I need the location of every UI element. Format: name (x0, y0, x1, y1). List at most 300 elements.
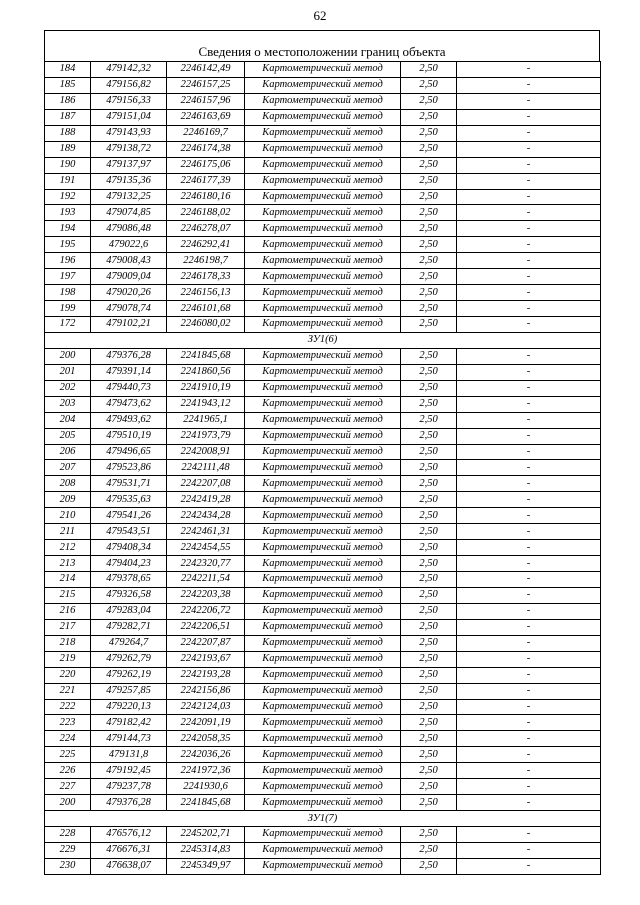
point-number: 188 (45, 125, 91, 141)
method-cell: Картометрический метод (245, 141, 401, 157)
method-cell: Картометрический метод (245, 428, 401, 444)
table-row (45, 428, 601, 444)
coordinate-x: 479074,85 (91, 205, 167, 221)
description-cell: - (457, 237, 601, 253)
coordinate-y: 2246180,16 (167, 189, 245, 205)
method-cell: Картометрический метод (245, 667, 401, 683)
table-row (45, 619, 601, 635)
description-cell: - (457, 476, 601, 492)
accuracy-cell: 2,50 (401, 364, 457, 380)
method-cell: Картометрический метод (245, 492, 401, 508)
point-number: 229 (45, 842, 91, 858)
accuracy-cell: 2,50 (401, 205, 457, 221)
point-number: 207 (45, 460, 91, 476)
section-label: ЗУ1(7) (45, 811, 601, 827)
table-row (45, 779, 601, 795)
coordinate-x: 479535,63 (91, 492, 167, 508)
point-number: 196 (45, 253, 91, 269)
coordinate-y: 2246157,25 (167, 77, 245, 93)
description-cell: - (457, 699, 601, 715)
coordinate-y: 2246198,7 (167, 253, 245, 269)
point-number: 202 (45, 380, 91, 396)
method-cell: Картометрический метод (245, 269, 401, 285)
coordinate-x: 476576,12 (91, 827, 167, 843)
accuracy-cell: 2,50 (401, 842, 457, 858)
point-number: 191 (45, 173, 91, 189)
description-cell: - (457, 556, 601, 572)
point-number: 186 (45, 93, 91, 109)
method-cell: Картометрический метод (245, 556, 401, 572)
coordinate-x: 479078,74 (91, 301, 167, 317)
point-number: 223 (45, 715, 91, 731)
description-cell: - (457, 619, 601, 635)
coordinate-y: 2242207,87 (167, 635, 245, 651)
table-row (45, 364, 601, 380)
description-cell: - (457, 348, 601, 364)
table-row (45, 62, 601, 78)
coordinate-x: 479283,04 (91, 603, 167, 619)
description-cell: - (457, 412, 601, 428)
method-cell: Картометрический метод (245, 125, 401, 141)
accuracy-cell: 2,50 (401, 62, 457, 78)
table-row (45, 460, 601, 476)
description-cell: - (457, 683, 601, 699)
coordinate-x: 479137,97 (91, 157, 167, 173)
accuracy-cell: 2,50 (401, 715, 457, 731)
accuracy-cell: 2,50 (401, 747, 457, 763)
coordinate-x: 479282,71 (91, 619, 167, 635)
table-row (45, 731, 601, 747)
description-cell: - (457, 173, 601, 189)
method-cell: Картометрический метод (245, 842, 401, 858)
description-cell: - (457, 205, 601, 221)
table-row (45, 842, 601, 858)
method-cell: Картометрический метод (245, 603, 401, 619)
method-cell: Картометрический метод (245, 301, 401, 317)
coordinate-y: 2242461,31 (167, 524, 245, 540)
coordinate-x: 479192,45 (91, 763, 167, 779)
point-number: 227 (45, 779, 91, 795)
description-cell: - (457, 795, 601, 811)
method-cell: Картометрический метод (245, 173, 401, 189)
coordinate-x: 479510,19 (91, 428, 167, 444)
description-cell: - (457, 827, 601, 843)
description-cell: - (457, 508, 601, 524)
method-cell: Картометрический метод (245, 157, 401, 173)
method-cell: Картометрический метод (245, 476, 401, 492)
accuracy-cell: 2,50 (401, 699, 457, 715)
coordinate-x: 479391,14 (91, 364, 167, 380)
table-row (45, 141, 601, 157)
point-number: 205 (45, 428, 91, 444)
method-cell: Картометрический метод (245, 460, 401, 476)
table-row (45, 157, 601, 173)
accuracy-cell: 2,50 (401, 173, 457, 189)
accuracy-cell: 2,50 (401, 93, 457, 109)
coordinates-table (44, 61, 601, 875)
coordinate-y: 2242058,35 (167, 731, 245, 747)
accuracy-cell: 2,50 (401, 587, 457, 603)
table-row (45, 492, 601, 508)
coordinate-x: 479541,26 (91, 508, 167, 524)
description-cell: - (457, 285, 601, 301)
point-number: 222 (45, 699, 91, 715)
point-number: 226 (45, 763, 91, 779)
table-row (45, 476, 601, 492)
coordinate-x: 479257,85 (91, 683, 167, 699)
method-cell: Картометрический метод (245, 93, 401, 109)
coordinate-y: 2241972,36 (167, 763, 245, 779)
point-number: 228 (45, 827, 91, 843)
table-row (45, 795, 601, 811)
point-number: 214 (45, 572, 91, 588)
table-row (45, 253, 601, 269)
coordinate-y: 2241930,6 (167, 779, 245, 795)
table-row (45, 508, 601, 524)
table-row (45, 524, 601, 540)
accuracy-cell: 2,50 (401, 380, 457, 396)
point-number: 213 (45, 556, 91, 572)
coordinate-x: 479182,42 (91, 715, 167, 731)
method-cell: Картометрический метод (245, 412, 401, 428)
coordinate-y: 2241965,1 (167, 412, 245, 428)
method-cell: Картометрический метод (245, 221, 401, 237)
coordinate-y: 2242454,55 (167, 540, 245, 556)
description-cell: - (457, 77, 601, 93)
table-row (45, 317, 601, 333)
method-cell: Картометрический метод (245, 189, 401, 205)
description-cell: - (457, 125, 601, 141)
coordinate-y: 2246163,69 (167, 109, 245, 125)
description-cell: - (457, 540, 601, 556)
description-cell: - (457, 858, 601, 874)
table-row (45, 699, 601, 715)
coordinate-y: 2242320,77 (167, 556, 245, 572)
table-row (45, 827, 601, 843)
point-number: 203 (45, 396, 91, 412)
table-row (45, 763, 601, 779)
coordinate-y: 2242203,38 (167, 587, 245, 603)
accuracy-cell: 2,50 (401, 285, 457, 301)
accuracy-cell: 2,50 (401, 635, 457, 651)
method-cell: Картометрический метод (245, 396, 401, 412)
accuracy-cell: 2,50 (401, 125, 457, 141)
point-number: 210 (45, 508, 91, 524)
method-cell: Картометрический метод (245, 540, 401, 556)
method-cell: Картометрический метод (245, 572, 401, 588)
description-cell: - (457, 141, 601, 157)
description-cell: - (457, 221, 601, 237)
description-cell: - (457, 396, 601, 412)
method-cell: Картометрический метод (245, 763, 401, 779)
coordinate-x: 476638,07 (91, 858, 167, 874)
method-cell: Картометрический метод (245, 587, 401, 603)
coordinate-y: 2245202,71 (167, 827, 245, 843)
point-number: 198 (45, 285, 91, 301)
section-row (45, 811, 601, 827)
point-number: 230 (45, 858, 91, 874)
table-row (45, 715, 601, 731)
coordinate-x: 479378,65 (91, 572, 167, 588)
description-cell: - (457, 667, 601, 683)
method-cell: Картометрический метод (245, 635, 401, 651)
point-number: 185 (45, 77, 91, 93)
table-row (45, 109, 601, 125)
method-cell: Картометрический метод (245, 253, 401, 269)
accuracy-cell: 2,50 (401, 253, 457, 269)
table-row (45, 221, 601, 237)
table-row (45, 348, 601, 364)
coordinate-y: 2242206,72 (167, 603, 245, 619)
boundary-table-sheet (44, 30, 600, 875)
accuracy-cell: 2,50 (401, 524, 457, 540)
point-number: 194 (45, 221, 91, 237)
coordinate-x: 479102,21 (91, 317, 167, 333)
coordinate-x: 479143,93 (91, 125, 167, 141)
description-cell: - (457, 364, 601, 380)
point-number: 193 (45, 205, 91, 221)
method-cell: Картометрический метод (245, 683, 401, 699)
coordinate-y: 2242419,28 (167, 492, 245, 508)
description-cell: - (457, 779, 601, 795)
coordinate-x: 479531,71 (91, 476, 167, 492)
coordinates-table-body (45, 62, 601, 875)
coordinate-x: 479262,79 (91, 651, 167, 667)
point-number: 184 (45, 62, 91, 78)
accuracy-cell: 2,50 (401, 619, 457, 635)
accuracy-cell: 2,50 (401, 572, 457, 588)
point-number: 206 (45, 444, 91, 460)
coordinate-x: 479326,58 (91, 587, 167, 603)
coordinate-y: 2242156,86 (167, 683, 245, 699)
method-cell: Картометрический метод (245, 779, 401, 795)
point-number: 218 (45, 635, 91, 651)
table-row (45, 540, 601, 556)
method-cell: Картометрический метод (245, 508, 401, 524)
section-label: ЗУ1(6) (45, 332, 601, 348)
point-number: 197 (45, 269, 91, 285)
point-number: 216 (45, 603, 91, 619)
point-number: 212 (45, 540, 91, 556)
table-row (45, 683, 601, 699)
coordinate-y: 2242091,19 (167, 715, 245, 731)
description-cell: - (457, 715, 601, 731)
coordinate-y: 2246292,41 (167, 237, 245, 253)
method-cell: Картометрический метод (245, 109, 401, 125)
coordinate-x: 479523,86 (91, 460, 167, 476)
method-cell: Картометрический метод (245, 77, 401, 93)
coordinate-y: 2242211,54 (167, 572, 245, 588)
method-cell: Картометрический метод (245, 444, 401, 460)
table-row (45, 77, 601, 93)
table-row (45, 93, 601, 109)
coordinate-x: 479376,28 (91, 348, 167, 364)
coordinate-y: 2246188,02 (167, 205, 245, 221)
point-number: 221 (45, 683, 91, 699)
coordinate-x: 479022,6 (91, 237, 167, 253)
coordinate-y: 2241943,12 (167, 396, 245, 412)
coordinate-y: 2242036,26 (167, 747, 245, 763)
description-cell: - (457, 109, 601, 125)
accuracy-cell: 2,50 (401, 348, 457, 364)
accuracy-cell: 2,50 (401, 237, 457, 253)
coordinate-x: 479440,73 (91, 380, 167, 396)
accuracy-cell: 2,50 (401, 603, 457, 619)
point-number: 189 (45, 141, 91, 157)
description-cell: - (457, 492, 601, 508)
accuracy-cell: 2,50 (401, 269, 457, 285)
coordinate-y: 2246169,7 (167, 125, 245, 141)
coordinate-y: 2241973,79 (167, 428, 245, 444)
coordinate-y: 2246156,13 (167, 285, 245, 301)
point-number: 215 (45, 587, 91, 603)
description-cell: - (457, 460, 601, 476)
section-row (45, 332, 601, 348)
accuracy-cell: 2,50 (401, 651, 457, 667)
table-row (45, 285, 601, 301)
table-row (45, 173, 601, 189)
coordinate-y: 2242207,08 (167, 476, 245, 492)
method-cell: Картометрический метод (245, 858, 401, 874)
description-cell: - (457, 587, 601, 603)
point-number: 224 (45, 731, 91, 747)
accuracy-cell: 2,50 (401, 109, 457, 125)
coordinate-x: 479376,28 (91, 795, 167, 811)
coordinate-x: 479404,23 (91, 556, 167, 572)
accuracy-cell: 2,50 (401, 317, 457, 333)
accuracy-cell: 2,50 (401, 556, 457, 572)
coordinate-y: 2246175,06 (167, 157, 245, 173)
coordinate-x: 479009,04 (91, 269, 167, 285)
coordinate-x: 479142,32 (91, 62, 167, 78)
accuracy-cell: 2,50 (401, 476, 457, 492)
method-cell: Картометрический метод (245, 747, 401, 763)
coordinate-x: 479237,78 (91, 779, 167, 795)
accuracy-cell: 2,50 (401, 444, 457, 460)
coordinate-x: 479262,19 (91, 667, 167, 683)
coordinate-x: 479135,36 (91, 173, 167, 189)
coordinate-y: 2245349,97 (167, 858, 245, 874)
point-number: 195 (45, 237, 91, 253)
coordinate-x: 479496,65 (91, 444, 167, 460)
method-cell: Картометрический метод (245, 699, 401, 715)
coordinate-y: 2246278,07 (167, 221, 245, 237)
coordinate-x: 479132,25 (91, 189, 167, 205)
coordinate-x: 479156,82 (91, 77, 167, 93)
table-row (45, 269, 601, 285)
accuracy-cell: 2,50 (401, 492, 457, 508)
table-row (45, 412, 601, 428)
accuracy-cell: 2,50 (401, 412, 457, 428)
description-cell: - (457, 301, 601, 317)
accuracy-cell: 2,50 (401, 795, 457, 811)
description-cell: - (457, 747, 601, 763)
description-cell: - (457, 603, 601, 619)
method-cell: Картометрический метод (245, 285, 401, 301)
method-cell: Картометрический метод (245, 62, 401, 78)
accuracy-cell: 2,50 (401, 77, 457, 93)
point-number: 201 (45, 364, 91, 380)
accuracy-cell: 2,50 (401, 763, 457, 779)
method-cell: Картометрический метод (245, 348, 401, 364)
accuracy-cell: 2,50 (401, 189, 457, 205)
point-number: 208 (45, 476, 91, 492)
description-cell: - (457, 763, 601, 779)
point-number: 209 (45, 492, 91, 508)
point-number: 225 (45, 747, 91, 763)
method-cell: Картометрический метод (245, 205, 401, 221)
point-number: 204 (45, 412, 91, 428)
description-cell: - (457, 444, 601, 460)
coordinate-x: 479156,33 (91, 93, 167, 109)
table-row (45, 635, 601, 651)
coordinate-x: 479473,62 (91, 396, 167, 412)
point-number: 220 (45, 667, 91, 683)
description-cell: - (457, 189, 601, 205)
coordinate-x: 479086,48 (91, 221, 167, 237)
coordinate-y: 2246080,02 (167, 317, 245, 333)
point-number: 199 (45, 301, 91, 317)
accuracy-cell: 2,50 (401, 396, 457, 412)
point-number: 190 (45, 157, 91, 173)
table-row (45, 237, 601, 253)
coordinate-y: 2246142,49 (167, 62, 245, 78)
description-cell: - (457, 62, 601, 78)
method-cell: Картометрический метод (245, 795, 401, 811)
coordinate-y: 2241860,56 (167, 364, 245, 380)
table-row (45, 444, 601, 460)
table-row (45, 380, 601, 396)
description-cell: - (457, 157, 601, 173)
coordinate-x: 479264,7 (91, 635, 167, 651)
coordinate-x: 476676,31 (91, 842, 167, 858)
accuracy-cell: 2,50 (401, 731, 457, 747)
coordinate-y: 2242193,28 (167, 667, 245, 683)
table-row (45, 858, 601, 874)
coordinate-y: 2246174,38 (167, 141, 245, 157)
coordinate-y: 2242193,67 (167, 651, 245, 667)
accuracy-cell: 2,50 (401, 540, 457, 556)
point-number: 200 (45, 795, 91, 811)
point-number: 192 (45, 189, 91, 205)
table-row (45, 603, 601, 619)
coordinate-y: 2242124,03 (167, 699, 245, 715)
table-row (45, 587, 601, 603)
accuracy-cell: 2,50 (401, 508, 457, 524)
coordinate-y: 2245314,83 (167, 842, 245, 858)
description-cell: - (457, 317, 601, 333)
description-cell: - (457, 635, 601, 651)
accuracy-cell: 2,50 (401, 460, 457, 476)
coordinate-x: 479020,26 (91, 285, 167, 301)
description-cell: - (457, 524, 601, 540)
table-row (45, 667, 601, 683)
description-cell: - (457, 269, 601, 285)
accuracy-cell: 2,50 (401, 428, 457, 444)
coordinate-x: 479144,73 (91, 731, 167, 747)
accuracy-cell: 2,50 (401, 683, 457, 699)
coordinate-x: 479543,51 (91, 524, 167, 540)
table-title: Сведения о местоположении границ объекта (44, 30, 600, 62)
description-cell: - (457, 253, 601, 269)
method-cell: Картометрический метод (245, 651, 401, 667)
method-cell: Картометрический метод (245, 619, 401, 635)
coordinate-y: 2246101,68 (167, 301, 245, 317)
accuracy-cell: 2,50 (401, 301, 457, 317)
coordinate-y: 2246177,39 (167, 173, 245, 189)
method-cell: Картометрический метод (245, 715, 401, 731)
table-row (45, 572, 601, 588)
